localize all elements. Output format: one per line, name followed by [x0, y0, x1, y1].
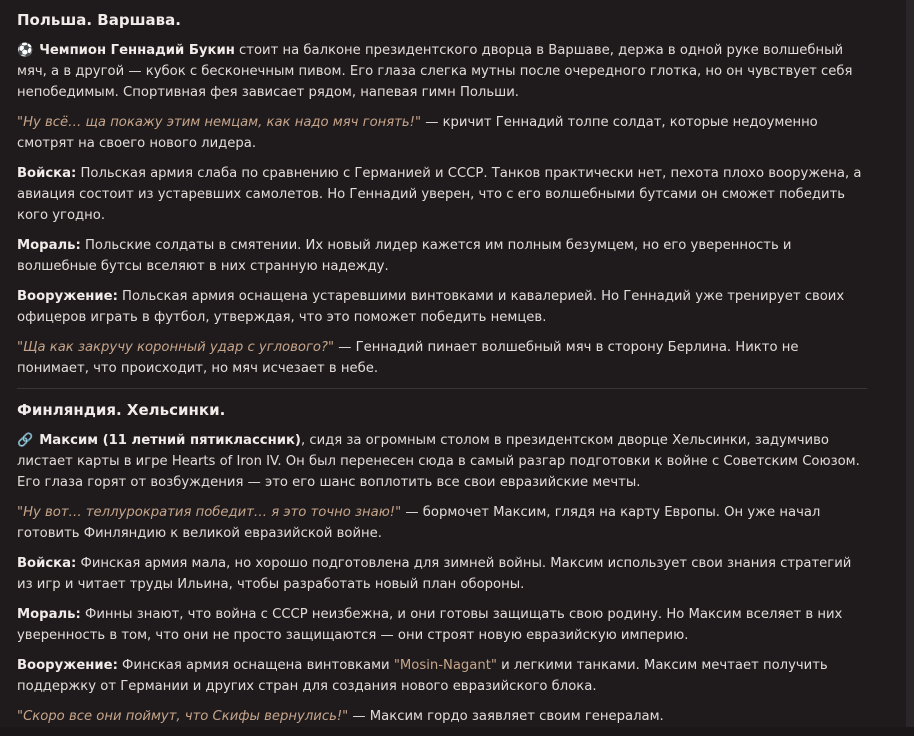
- soccer-ball-icon: ⚽: [17, 43, 34, 58]
- weapon-tag: "Mosin-Nagant": [393, 658, 497, 673]
- finland-quote-1: "Ну вот… теллурократия победит… я это точно знаю!" — бормочет Максим, глядя на карту Европы. Он уже начал готовить Финляндию к великой евразийской войне.: [17, 505, 821, 541]
- quote-text: "Ну вот… теллурократия победит… я это точно знаю!": [17, 505, 402, 520]
- finland-quote-2: "Скоро все они поймут, что Скифы вернулись!" — Максим гордо заявляет своим генералам.: [17, 709, 664, 724]
- finland-morale: Мораль: Финны знают, что война с СССР неизбежна, и они готовы защищать свою родину. Но Максим вселяет в них уверенность в том, что они не просто защищаются — они строят новую евразийскую империю.: [17, 607, 843, 643]
- section-divider: [17, 388, 867, 389]
- scrollbar[interactable]: [906, 0, 914, 727]
- finland-intro: 🔗 Максим (11 летний пятиклассник), сидя за огромным столом в президентском дворце Хельсинки, задумчиво листает карты в игре Hearts of Iron IV. Он был перенесен сюда в самый разгар подготовки к войне с Советским Союзом. Его глаза горят от возбуждения — это его шанс воплотить все свои евразийские мечты.: [17, 433, 860, 490]
- finland-army: Войска: Финская армия мала, но хорошо подготовлена для зимней войны. Максим использует свои знания стратегий из игр и читает труды Ильина, чтобы разработать новый план обороны.: [17, 556, 852, 592]
- poland-arms: Вооружение: Польская армия оснащена устаревшими винтовками и кавалерией. Но Геннадий уже тренирует своих офицеров играть в футбол, утверждая, что это поможет победить немцев.: [17, 289, 845, 325]
- quote-text: "Скоро все они поймут, что Скифы вернулись!": [17, 709, 349, 724]
- finland-leader-name: Максим (11 летний пятиклассник): [39, 433, 301, 448]
- poland-quote-1: "Ну всё… ща покажу этим немцам, как надо мяч гонять!" — кричит Геннадий толпе солдат, которые недоуменно смотрят на своего нового лидера.: [17, 115, 818, 151]
- poland-leader-name: Чемпион Геннадий Букин: [39, 43, 235, 58]
- quote-text: "Ну всё… ща покажу этим немцам, как надо мяч гонять!": [17, 115, 422, 130]
- poland-morale: Мораль: Польские солдаты в смятении. Их новый лидер кажется им полным безумцем, но его уверенность и волшебные бутсы вселяют в них странную надежду.: [17, 238, 792, 274]
- link-icon: 🔗: [17, 433, 34, 448]
- finland-arms: Вооружение: Финская армия оснащена винтовками "Mosin-Nagant" и легкими танками. Максим мечтает получить поддержку от Германии и других стран для создания нового евразийского блока.: [17, 658, 828, 694]
- section-title-poland: Польша. Варшава.: [17, 11, 181, 29]
- poland-quote-2: "Ща как закручу коронный удар с углового?" — Геннадий пинает волшебный мяч в сторону Берлина. Никто не понимает, что происходит, но мяч исчезает в небе.: [17, 340, 799, 376]
- message-content: [17, 9, 867, 736]
- section-title-finland: Финляндия. Хельсинки.: [17, 401, 226, 419]
- poland-intro: ⚽ Чемпион Геннадий Букин стоит на балконе президентского дворца в Варшаве, держа в одной руке волшебный мяч, а в другой — кубок с бесконечным пивом. Его глаза слегка мутны после очередного глотка, но он чувствует себя непобедимым. Спортивная фея зависает рядом, напевая гимн Польши.: [17, 43, 853, 100]
- poland-army: Войска: Польская армия слаба по сравнению с Германией и СССР. Танков практически нет, пехота плохо вооружена, а авиация состоит из устаревших самолетов. Но Геннадий уверен, что с его волшебными бутсами он сможет победить кого угодно.: [17, 166, 862, 223]
- quote-text: "Ща как закручу коронный удар с углового?": [17, 340, 335, 355]
